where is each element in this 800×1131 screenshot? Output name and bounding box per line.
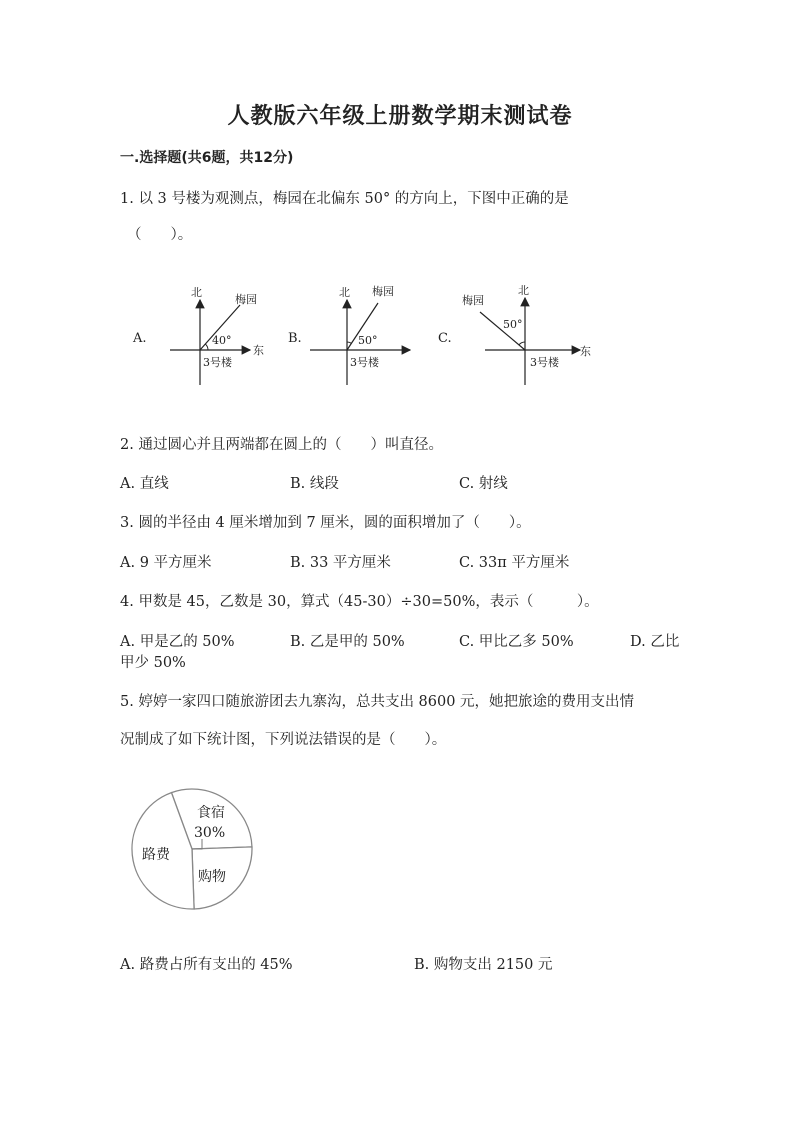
option-letter: C. bbox=[438, 331, 452, 346]
garden-label: 梅园 bbox=[372, 285, 394, 298]
q3-option-c[interactable]: C. 33π 平方厘米 bbox=[459, 555, 570, 571]
q4-option-c[interactable]: C. 甲比乙多 50% bbox=[459, 634, 574, 650]
q1-option-a[interactable] bbox=[132, 286, 264, 385]
q5-option-a[interactable]: A. 路费占所有支出的 45% bbox=[120, 957, 293, 973]
section-heading: 一.选择题(共6题，共12分) bbox=[120, 150, 294, 166]
q1-stem-cont: （ ）。 bbox=[127, 227, 193, 243]
building-label: 3号楼 bbox=[350, 356, 379, 369]
north-label: 北 bbox=[518, 284, 529, 297]
q3-option-b[interactable]: B. 33 平方厘米 bbox=[290, 555, 391, 571]
q5-stem-cont: 况制成了如下统计图，下列说法错误的是（ ）。 bbox=[120, 732, 447, 748]
building-label: 3号楼 bbox=[530, 356, 559, 369]
q2-option-a[interactable]: A. 直线 bbox=[120, 476, 169, 492]
angle-label: 50° bbox=[503, 318, 523, 331]
q4-option-d[interactable]: D. 乙比 bbox=[630, 634, 680, 650]
q5-option-b[interactable]: B. 购物支出 2150 元 bbox=[414, 957, 553, 973]
garden-label: 梅园 bbox=[462, 294, 484, 307]
q2-stem: 2. 通过圆心并且两端都在圆上的（ ）叫直径。 bbox=[120, 437, 443, 453]
slice-label-travel: 路费 bbox=[142, 847, 170, 863]
east-label: 东 bbox=[253, 344, 264, 357]
q1-figures bbox=[125, 280, 605, 380]
q4-option-a[interactable]: A. 甲是乙的 50% bbox=[120, 634, 235, 650]
q5-stem: 5. 婷婷一家四口随旅游团去九寨沟，总共支出 8600 元，她把旅途的费用支出情 bbox=[120, 694, 635, 710]
q2-option-c[interactable]: C. 射线 bbox=[459, 476, 508, 492]
angle-label: 40° bbox=[212, 334, 232, 347]
option-letter: B. bbox=[288, 331, 302, 346]
q3-option-a[interactable]: A. 9 平方厘米 bbox=[120, 555, 212, 571]
building-label: 3号楼 bbox=[203, 356, 232, 369]
q2-option-b[interactable]: B. 线段 bbox=[290, 476, 339, 492]
page-title: 人教版六年级上册数学期末测试卷 bbox=[227, 104, 573, 129]
east-label: 东 bbox=[580, 345, 591, 358]
garden-label: 梅园 bbox=[235, 293, 257, 306]
north-label: 北 bbox=[191, 286, 202, 299]
slice-label-food: 食宿 bbox=[197, 805, 225, 821]
q4-stem: 4. 甲数是 45，乙数是 30，算式（45-30）÷30=50%，表示（ ）。 bbox=[120, 594, 599, 610]
slice-pct-food: 30% bbox=[194, 825, 226, 841]
q1-stem: 1. 以 3 号楼为观测点，梅园在北偏东 50° 的方向上，下图中正确的是 bbox=[120, 191, 569, 207]
q3-stem: 3. 圆的半径由 4 厘米增加到 7 厘米，圆的面积增加了（ ）。 bbox=[120, 515, 531, 531]
q4-option-d-cont: 甲少 50% bbox=[120, 655, 186, 671]
slice-label-shopping: 购物 bbox=[198, 869, 226, 885]
option-letter: A. bbox=[133, 331, 147, 346]
angle-label: 50° bbox=[358, 334, 378, 347]
q4-option-b[interactable]: B. 乙是甲的 50% bbox=[290, 634, 405, 650]
north-label: 北 bbox=[339, 286, 350, 299]
q1-option-b[interactable] bbox=[288, 284, 410, 385]
q1-option-c[interactable] bbox=[438, 284, 591, 385]
q5-pie-chart bbox=[125, 785, 260, 915]
